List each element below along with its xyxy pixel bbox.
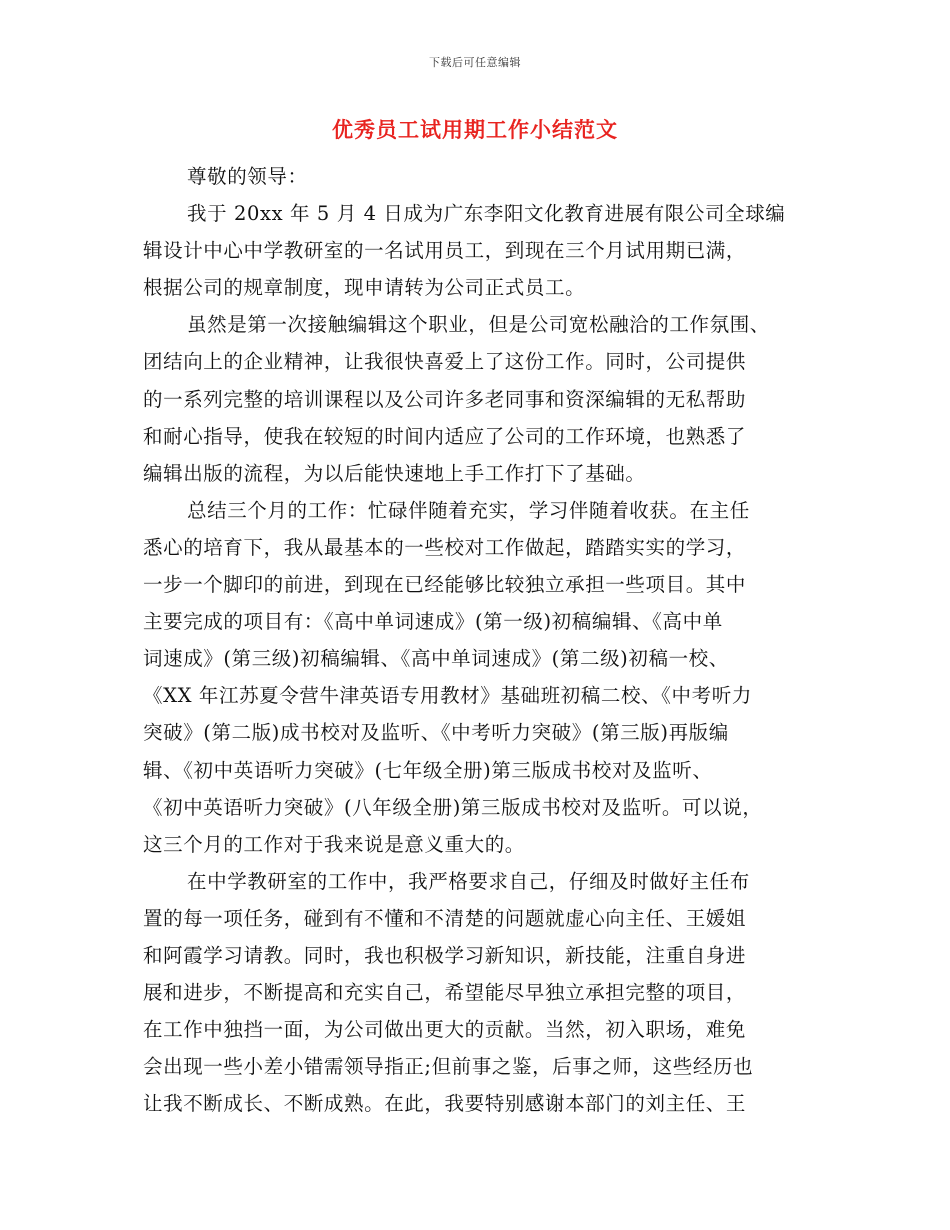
body-text-line: 编辑出版的流程，为以后能快速地上手工作打下了基础。 (143, 461, 646, 485)
body-text-line: 词速成》(第三级)初稿编辑、《高中单词速成》(第二级)初稿一校、 (143, 647, 729, 671)
body-text-line: 这三个月的工作对于我来说是意义重大的。 (143, 832, 525, 856)
body-text-line: 《XX 年江苏夏令营牛津英语专用教材》基础班初稿二校、《中考听力 (143, 684, 752, 708)
body-text-line: 置的每一项任务，碰到有不懂和不清楚的问题就虚心向主任、王媛姐 (143, 906, 747, 930)
body-text-line: 让我不断成长、不断成熟。在此，我要特别感谢本部门的刘主任、王 (143, 1092, 747, 1116)
body-text-line: 的一系列完整的培训课程以及公司许多老同事和资深编辑的无私帮助 (143, 387, 747, 411)
body-text-line: 主要完成的项目有：《高中单词速成》(第一级)初稿编辑、《高中单 (143, 610, 723, 634)
body-text-line: 团结向上的企业精神，让我很快喜爱上了这份工作。同时，公司提供 (143, 350, 747, 374)
body-text-line: 一步一个脚印的前进，到现在已经能够比较独立承担一些项目。其中 (143, 573, 747, 597)
body-text-line: 会出现一些小差小错需领导指正;但前事之鉴，后事之师，这些经历也 (143, 1055, 754, 1079)
body-text-line: 辑、《初中英语听力突破》(七年级全册)第三版成书校对及监听、 (143, 758, 713, 782)
body-text-line: 和耐心指导，使我在较短的时间内适应了公司的工作环境，也熟悉了 (143, 424, 747, 448)
body-text-line: 辑设计中心中学教研室的一名试用员工，到现在三个月试用期已满， (143, 239, 747, 263)
body-text-line: 展和进步，不断提高和充实自己，希望能尽早独立承担完整的项目， (143, 981, 747, 1005)
body-text-line: 悉心的培育下，我从最基本的一些校对工作做起，踏踏实实的学习， (143, 535, 747, 559)
body-text-line: 和阿霞学习请教。同时，我也积极学习新知识，新技能，注重自身进 (143, 943, 747, 967)
body-text-line: 尊敬的领导： (187, 165, 308, 188)
body-text-line: 《初中英语听力突破》(八年级全册)第三版成书校对及监听。可以说， (143, 795, 763, 819)
page-header-note: 下载后可任意编辑 (429, 56, 521, 69)
body-text-line: 根据公司的规章制度，现申请转为公司正式员工。 (143, 276, 586, 300)
document-body (143, 158, 807, 1122)
body-text-line: 总结三个月的工作：忙碌伴随着充实，学习伴随着收获。在主任 (187, 498, 750, 522)
body-text-line: 我于 20xx 年 5 月 4 日成为广东李阳文化教育进展有限公司全球编 (187, 202, 786, 226)
body-text-line: 虽然是第一次接触编辑这个职业，但是公司宽松融洽的工作氛围、 (187, 313, 770, 337)
body-text-line: 在中学教研室的工作中，我严格要求自己，仔细及时做好主任布 (187, 869, 750, 893)
document-title: 优秀员工试用期工作小结范文 (332, 117, 618, 142)
body-text-line: 在工作中独挡一面，为公司做出更大的贡献。当然，初入职场，难免 (143, 1018, 747, 1042)
body-text-line: 突破》(第二版)成书校对及监听、《中考听力突破》(第三版)再版编 (143, 721, 729, 745)
